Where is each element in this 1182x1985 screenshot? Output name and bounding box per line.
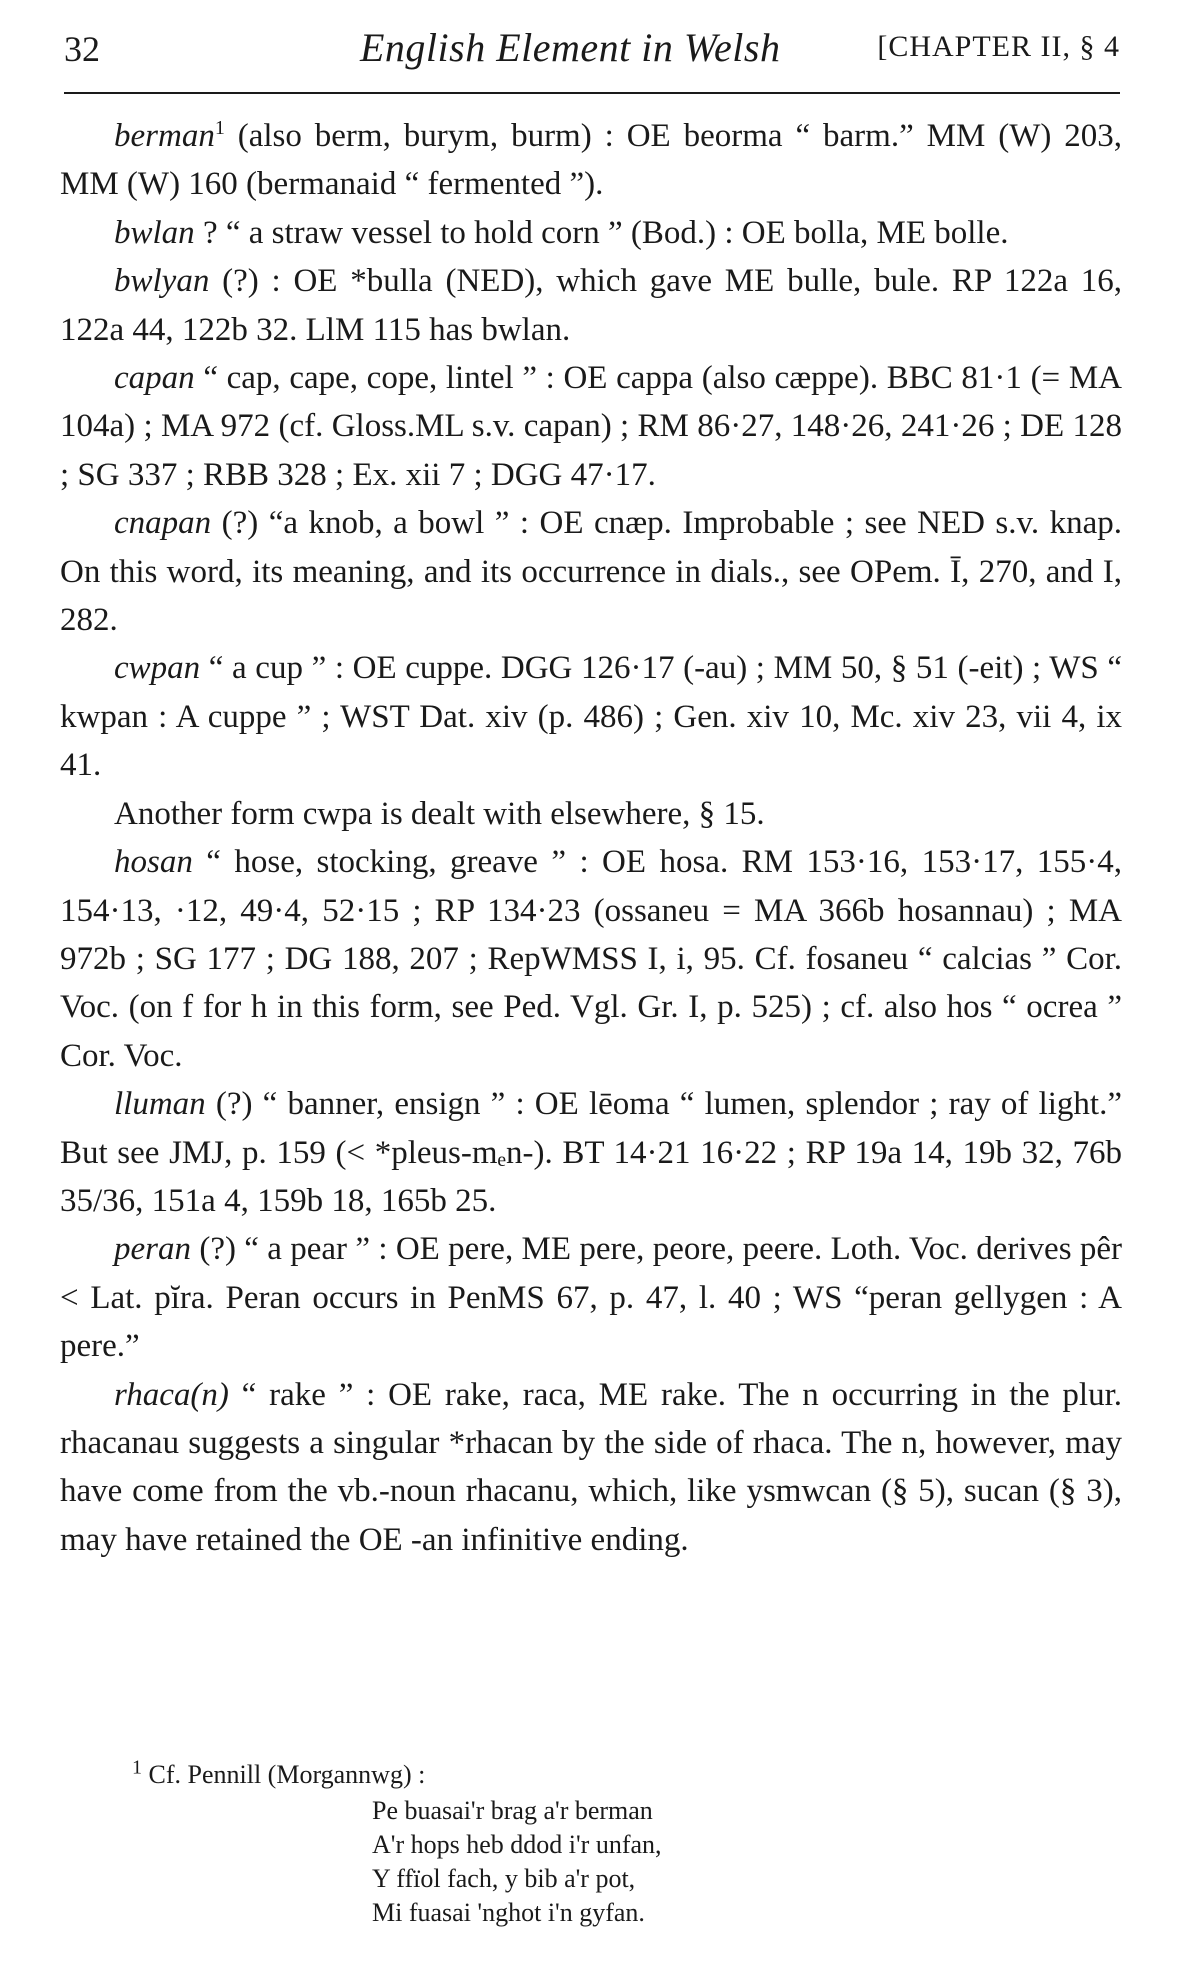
entry-hosan <box>60 838 1122 1080</box>
headword: lluman <box>114 1086 206 1123</box>
poem-line: Mi fuasai 'nghot i'n gyfan. <box>372 1898 645 1927</box>
entry-text: (?) “ a pear ” : OE pere, ME pere, peore, peere. Loth. Voc. derives pêr < Lat. pĭra. Peran occurs in PenMS 67, p. 47, l. 40 ; WS “peran gellygen : A pere.” <box>60 1231 1122 1365</box>
poem-line: Pe buasai'r brag a'r berman <box>372 1796 653 1825</box>
chapter-reference: [CHAPTER II, § 4 <box>877 30 1120 63</box>
entry-text: “ rake ” : OE rake, raca, ME rake. The n occurring in the plur. rhacanau suggests a singular *rhacan by the side of rhaca. The n, however, may have come from the vb.-noun rhacanu, which, like ysmwcan (§ 5), sucan (§ 3), may have retained the OE -an infinitive ending. <box>60 1376 1122 1558</box>
header-rule <box>64 92 1120 94</box>
entry-bwlan <box>60 209 1122 257</box>
headword: capan <box>114 360 195 397</box>
entry-text: Another form cwpa is dealt with elsewhere, § 15. <box>114 795 765 832</box>
poem-line: A'r hops heb ddod i'r unfan, <box>372 1830 662 1859</box>
headword: bwlyan <box>114 263 210 300</box>
entry-peran <box>60 1225 1122 1370</box>
entry-cnapan <box>60 499 1122 644</box>
headword: rhaca(n) <box>114 1376 229 1413</box>
headword: cnapan <box>114 505 212 542</box>
footnote-number: 1 <box>132 1756 142 1779</box>
headword: hosan <box>114 844 193 881</box>
running-title: English Element in Welsh <box>360 25 781 70</box>
footnote-marker: 1 <box>214 117 225 139</box>
entry-text: ? “ a straw vessel to hold corn ” (Bod.) : OE bolla, ME bolle. <box>194 214 1009 251</box>
entry-text: (?) “ banner, ensign ” : OE lēoma “ lumen, splendor ; ray of light.” But see JMJ, p. 159 (< *pleus-mₑn-). BT 14·21 16·22 ; RP 19a 14, 19b 32, 76b 35/36, 151a 4, 159b 18, 165b 25. <box>60 1086 1122 1219</box>
entry-lluman <box>60 1080 1122 1225</box>
entry-text: (?) “a knob, a bowl ” : OE cnæp. Improbable ; see NED s.v. knap. On this word, its meaning, and its occurrence in dials., see OPem. Ī, 270, and I, 282. <box>60 505 1122 639</box>
entry-text: (?) : OE *bulla (NED), which gave ME bulle, bule. RP 122a 16, 122a 44, 122b 32. LlM 115 has bwlan. <box>60 263 1122 348</box>
page-number: 32 <box>64 29 100 69</box>
footnote <box>60 1758 1122 1930</box>
entry-berman <box>60 112 1122 209</box>
headword: peran <box>114 1231 191 1268</box>
entry-capan <box>60 354 1122 499</box>
entry-cwpan <box>60 644 1122 789</box>
entry-bwlyan <box>60 257 1122 354</box>
footnote-text: Cf. Pennill (Morgannwg) : <box>148 1760 426 1789</box>
page-header <box>64 18 1120 90</box>
entry-text: (also berm, burym, burm) : OE beorma “ barm.” MM (W) 203, MM (W) 160 (bermanaid “ fermented ”). <box>60 118 1122 203</box>
headword: bwlan <box>114 214 195 251</box>
entry-text: “ a cup ” : OE cuppe. DGG 126·17 (-au) ; MM 50, § 51 (-eit) ; WS “ kwpan : A cuppe ” ; WST Dat. xiv (p. 486) ; Gen. xiv 10, Mc. xiv 23, vii 4, ix 41. <box>60 650 1122 784</box>
page-body <box>60 112 1122 1564</box>
headword: cwpan <box>114 650 201 687</box>
entry-cwpa-note <box>60 790 1122 838</box>
entry-rhaca <box>60 1371 1122 1565</box>
footnote-poem <box>60 1794 1122 1930</box>
poem-line: Y ffïol fach, y bib a'r pot, <box>372 1864 636 1893</box>
footnote-intro <box>60 1758 1122 1792</box>
entry-text: “ cap, cape, cope, lintel ” : OE cappa (also cæppe). BBC 81·1 (= MA 104a) ; MA 972 (cf. Gloss.ML s.v. capan) ; RM 86·27, 148·26, 241·26 ; DE 128 ; SG 337 ; RBB 328 ; Ex. xii 7 ; DGG 47·17. <box>60 360 1122 493</box>
entry-text: “ hose, stocking, greave ” : OE hosa. RM 153·16, 153·17, 155·4, 154·13, ·12, 49·4, 52·15 ; RP 134·23 (ossaneu = MA 366b hosannau) ; MA 972b ; SG 177 ; DG 188, 207 ; RepWMSS I, i, 95. Cf. fosaneu “ calcias ” Cor. Voc. (on f for h in this form, see Ped. Vgl. Gr. I, p. 525) ; cf. also hos “ ocrea ” Cor. Voc. <box>60 844 1122 1074</box>
headword: berman <box>114 118 215 154</box>
